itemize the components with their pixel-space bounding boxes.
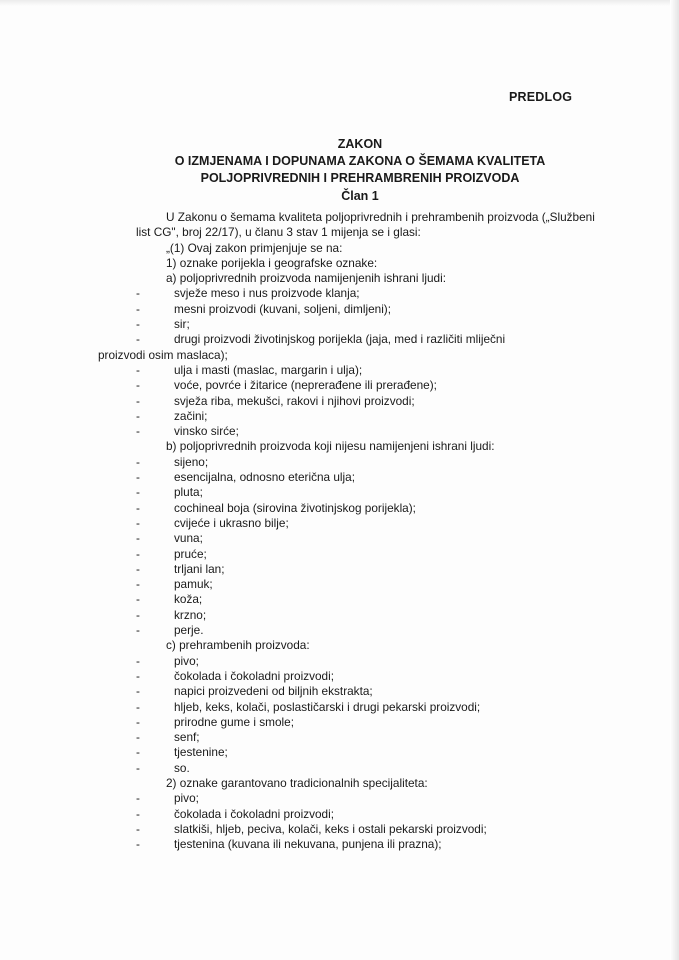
dash-marker: - bbox=[136, 500, 140, 515]
list-item: - krzno; bbox=[136, 607, 207, 622]
dash-marker: - bbox=[136, 515, 140, 530]
list-b bbox=[136, 455, 596, 639]
article-body bbox=[98, 210, 596, 852]
dash-marker: - bbox=[136, 317, 140, 332]
dash-marker: - bbox=[136, 837, 140, 852]
title-line-3: POLJOPRIVREDNIH I PREHRAMBRENIH PROIZVODA bbox=[200, 171, 520, 185]
title-line-1: ZAKON bbox=[337, 137, 383, 151]
list-item: - koža; bbox=[136, 592, 203, 607]
dash-marker: - bbox=[136, 561, 140, 576]
list-item: - vuna; bbox=[136, 531, 203, 546]
list-item: - tjestenine; bbox=[136, 745, 228, 760]
dash-marker: - bbox=[136, 623, 140, 638]
dash-marker: - bbox=[136, 546, 140, 561]
dash-marker: - bbox=[136, 684, 140, 699]
list-item: - napici proizvedeni od biljnih ekstrakta; bbox=[136, 684, 373, 699]
list-item: - esencijalna, odnosno eterična ulja; bbox=[136, 470, 356, 485]
dash-marker: - bbox=[136, 745, 140, 760]
dash-marker: - bbox=[136, 301, 140, 316]
list-item: - čokolada i čokoladni proizvodi; bbox=[136, 668, 335, 683]
proposal-label: PREDLOG bbox=[509, 90, 573, 104]
dash-marker: - bbox=[136, 470, 140, 485]
list-item-wrapped: - drugi proizvodi životinjskog porijekla (jaja, med i različiti mliječni proizvodi osim maslaca); bbox=[98, 332, 506, 362]
subpoint-b: b) poljoprivrednih proizvoda koji nijesu namijenjeni ishrani ljudi: bbox=[166, 439, 495, 454]
dash-marker: - bbox=[136, 607, 140, 622]
dash-marker: - bbox=[136, 485, 140, 500]
list-item: - cvijeće i ukrasno bilje; bbox=[136, 515, 289, 530]
law-title bbox=[100, 136, 620, 187]
dash-marker: - bbox=[136, 714, 140, 729]
quoted-paragraph-start: „(1) Ovaj zakon primjenjuje se na: bbox=[166, 240, 343, 255]
dash-marker: - bbox=[136, 699, 140, 714]
dash-marker: - bbox=[136, 806, 140, 821]
list-item: - ulja i masti (maslac, margarin i ulja); bbox=[136, 362, 363, 377]
list-item: - perje. bbox=[136, 623, 204, 638]
dash-marker: - bbox=[136, 577, 140, 592]
list-item: - pruće; bbox=[136, 546, 207, 561]
dash-marker: - bbox=[136, 760, 140, 775]
dash-marker: - bbox=[136, 454, 140, 469]
list-item: - pluta; bbox=[136, 485, 203, 500]
dash-marker: - bbox=[136, 332, 140, 347]
point-1: 1) oznake porijekla i geografske oznake: bbox=[166, 255, 378, 270]
list-item: - trljani lan; bbox=[136, 561, 225, 576]
list-c bbox=[136, 654, 596, 776]
dash-marker: - bbox=[136, 730, 140, 745]
dash-marker: - bbox=[136, 653, 140, 668]
list-item: - čokolada i čokoladni proizvodi; bbox=[136, 806, 335, 821]
point-2: 2) oznake garantovano tradicionalnih specijaliteta: bbox=[166, 775, 428, 790]
list-item: - cochineal boja (sirovina životinjskog porijekla); bbox=[136, 500, 416, 515]
list-item: - prirodne gume i smole; bbox=[136, 714, 294, 729]
dash-marker: - bbox=[136, 592, 140, 607]
dash-marker: - bbox=[136, 408, 140, 423]
list-item: - sir; bbox=[136, 317, 190, 332]
subpoint-a: a) poljoprivrednih proizvoda namijenjenih ishrani ljudi: bbox=[166, 271, 447, 286]
dash-marker: - bbox=[136, 668, 140, 683]
subpoint-c: c) prehrambenih proizvoda: bbox=[166, 638, 310, 653]
list-item: - senf; bbox=[136, 730, 200, 745]
dash-marker: - bbox=[136, 424, 140, 439]
list-item: - vinsko sirće; bbox=[136, 424, 239, 439]
scan-edge-shadow bbox=[670, 0, 679, 960]
intro-paragraph: U Zakonu o šemama kvaliteta poljoprivrednih i prehrambenih proizvoda („Službeni list CG", broj 22/17), u članu 3 stav 1 mijenja se i glasi: bbox=[136, 210, 595, 240]
scan-top-shadow bbox=[0, 0, 679, 6]
dash-marker: - bbox=[136, 821, 140, 836]
dash-marker: - bbox=[136, 791, 140, 806]
list-item: - voće, povrće i žitarice (neprerađene ili prerađene); bbox=[136, 378, 437, 393]
title-line-2: O IZMJENAMA I DOPUNAMA ZAKONA O ŠEMAMA KVALITETA bbox=[174, 154, 546, 168]
list-item: - sijeno; bbox=[136, 454, 209, 469]
list-2 bbox=[136, 791, 596, 852]
list-item: - so. bbox=[136, 760, 190, 775]
article-heading: Član 1 bbox=[341, 189, 379, 203]
list-a bbox=[98, 286, 596, 439]
list-item: - pivo; bbox=[136, 791, 199, 806]
list-item: - slatkiši, hljeb, peciva, kolači, keks i ostali pekarski proizvodi; bbox=[136, 821, 487, 836]
list-item: - svježe meso i nus proizvode klanja; bbox=[136, 286, 360, 301]
list-item: - svježa riba, mekušci, rakovi i njihovi proizvodi; bbox=[136, 393, 415, 408]
list-item: - pivo; bbox=[136, 653, 199, 668]
dash-marker: - bbox=[136, 286, 140, 301]
list-item: - tjestenina (kuvana ili nekuvana, punjena ili prazna); bbox=[136, 837, 442, 852]
dash-marker: - bbox=[136, 362, 140, 377]
list-item: - pamuk; bbox=[136, 577, 213, 592]
list-item: - začini; bbox=[136, 408, 208, 423]
list-item: - mesni proizvodi (kuvani, soljeni, dimljeni); bbox=[136, 301, 392, 316]
dash-marker: - bbox=[136, 378, 140, 393]
dash-marker: - bbox=[136, 531, 140, 546]
list-item: - hljeb, keks, kolači, poslastičarski i drugi pekarski proizvodi; bbox=[136, 699, 481, 714]
dash-marker: - bbox=[136, 393, 140, 408]
